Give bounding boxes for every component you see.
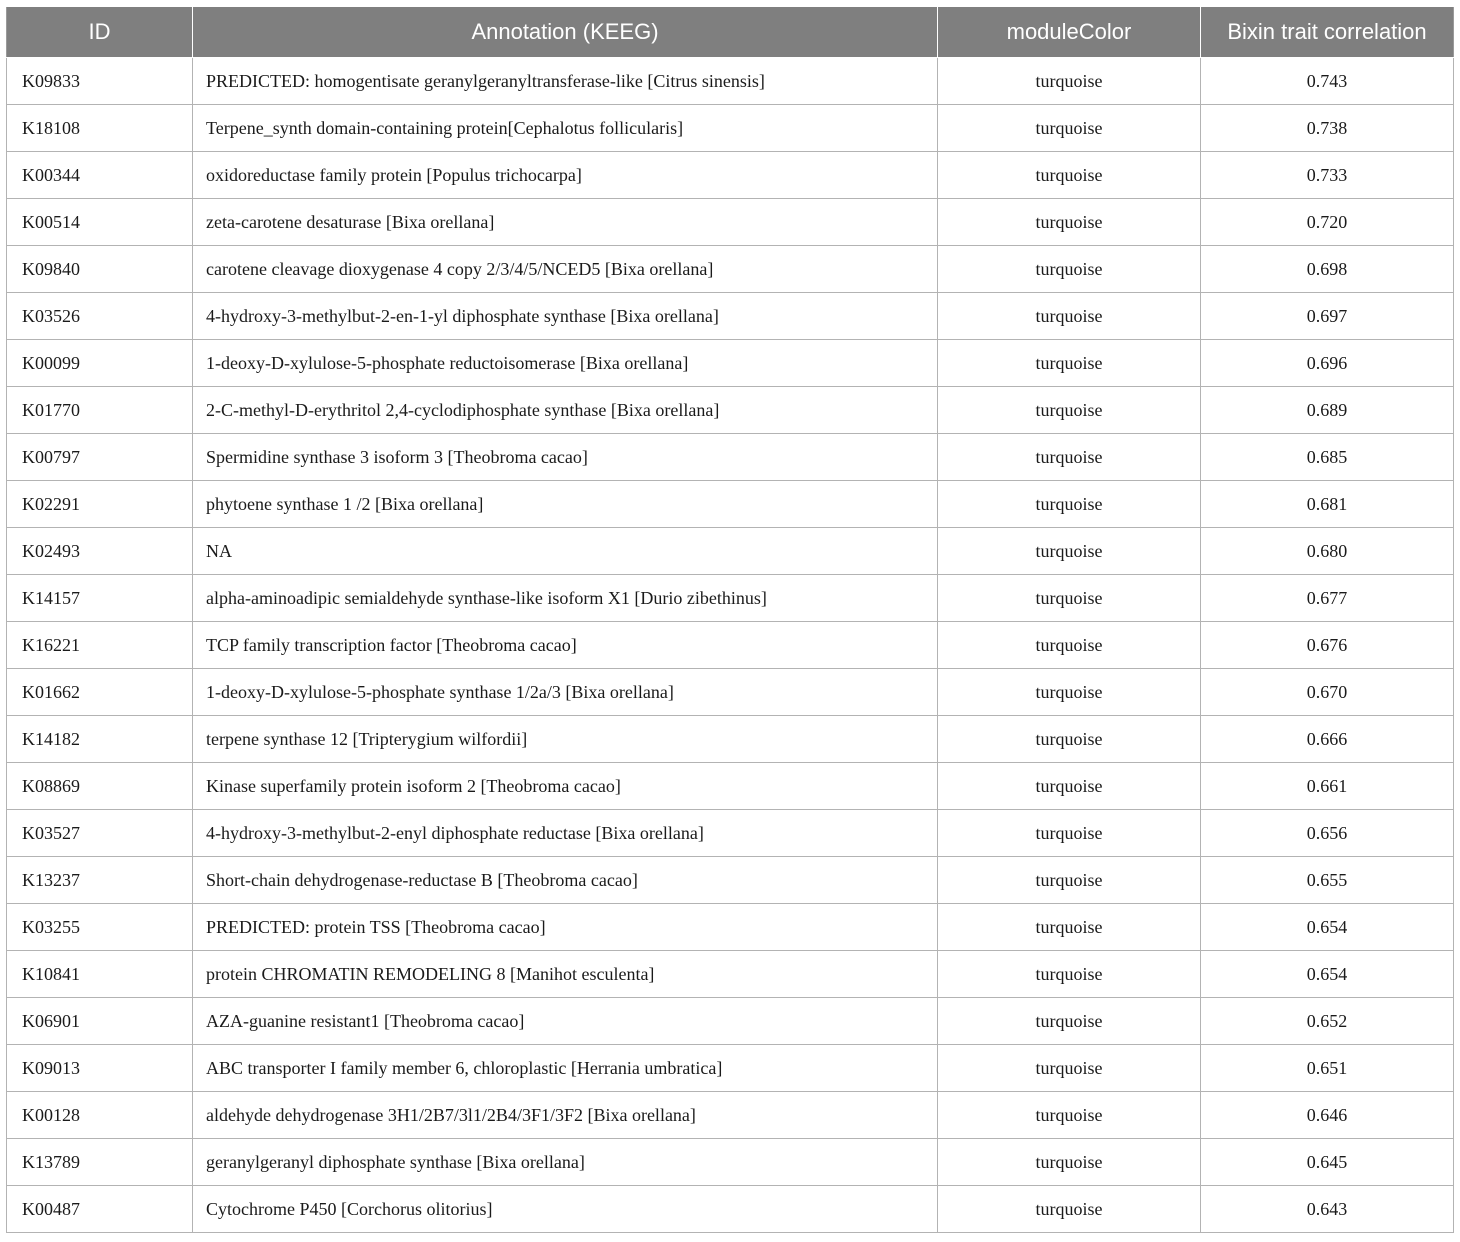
row-module-color-cell: turquoise [938, 810, 1201, 857]
row-id-cell: K14157 [7, 575, 193, 622]
row-annotation-cell: zeta-carotene desaturase [Bixa orellana] [193, 199, 938, 246]
row-module-color-cell: turquoise [938, 152, 1201, 199]
row-id-cell: K03526 [7, 293, 193, 340]
table-row [7, 575, 1454, 622]
row-annotation-cell: Terpene_synth domain-containing protein[Cephalotus follicularis] [193, 105, 938, 152]
table-row [7, 622, 1454, 669]
row-annotation-cell: 2-C-methyl-D-erythritol 2,4-cyclodiphosphate synthase [Bixa orellana] [193, 387, 938, 434]
row-module-color-cell: turquoise [938, 998, 1201, 1045]
table-row [7, 58, 1454, 105]
row-correlation-cell: 0.681 [1201, 481, 1454, 528]
row-annotation-cell: 1-deoxy-D-xylulose-5-phosphate synthase 1/2a/3 [Bixa orellana] [193, 669, 938, 716]
row-annotation-cell: 4-hydroxy-3-methylbut-2-enyl diphosphate reductase [Bixa orellana] [193, 810, 938, 857]
row-module-color-cell: turquoise [938, 622, 1201, 669]
row-id-cell: K16221 [7, 622, 193, 669]
table-row [7, 340, 1454, 387]
row-id-cell: K01770 [7, 387, 193, 434]
table-row [7, 1045, 1454, 1092]
row-annotation-cell: aldehyde dehydrogenase 3H1/2B7/3l1/2B4/3F1/3F2 [Bixa orellana] [193, 1092, 938, 1139]
table-row [7, 387, 1454, 434]
row-annotation-cell: 4-hydroxy-3-methylbut-2-en-1-yl diphosphate synthase [Bixa orellana] [193, 293, 938, 340]
row-module-color-cell: turquoise [938, 1186, 1201, 1233]
row-correlation-cell: 0.654 [1201, 951, 1454, 998]
column-header-annotation: Annotation (KEEG) [193, 7, 938, 58]
row-correlation-cell: 0.743 [1201, 58, 1454, 105]
row-module-color-cell: turquoise [938, 1045, 1201, 1092]
table-row [7, 716, 1454, 763]
row-correlation-cell: 0.738 [1201, 105, 1454, 152]
row-correlation-cell: 0.696 [1201, 340, 1454, 387]
table-row [7, 105, 1454, 152]
row-id-cell: K10841 [7, 951, 193, 998]
row-module-color-cell: turquoise [938, 1092, 1201, 1139]
row-correlation-cell: 0.676 [1201, 622, 1454, 669]
table-row [7, 152, 1454, 199]
row-annotation-cell: AZA-guanine resistant1 [Theobroma cacao] [193, 998, 938, 1045]
row-module-color-cell: turquoise [938, 951, 1201, 998]
row-id-cell: K09833 [7, 58, 193, 105]
row-id-cell: K00797 [7, 434, 193, 481]
row-annotation-cell: geranylgeranyl diphosphate synthase [Bixa orellana] [193, 1139, 938, 1186]
table-row [7, 669, 1454, 716]
table-row [7, 1139, 1454, 1186]
table-header [7, 7, 1454, 58]
row-correlation-cell: 0.666 [1201, 716, 1454, 763]
row-correlation-cell: 0.655 [1201, 857, 1454, 904]
row-annotation-cell: phytoene synthase 1 /2 [Bixa orellana] [193, 481, 938, 528]
row-correlation-cell: 0.651 [1201, 1045, 1454, 1092]
row-module-color-cell: turquoise [938, 246, 1201, 293]
row-module-color-cell: turquoise [938, 293, 1201, 340]
row-module-color-cell: turquoise [938, 528, 1201, 575]
row-annotation-cell: terpene synthase 12 [Tripterygium wilfordii] [193, 716, 938, 763]
row-id-cell: K18108 [7, 105, 193, 152]
row-module-color-cell: turquoise [938, 481, 1201, 528]
table-row [7, 763, 1454, 810]
row-id-cell: K08869 [7, 763, 193, 810]
row-id-cell: K13237 [7, 857, 193, 904]
table-row [7, 434, 1454, 481]
row-module-color-cell: turquoise [938, 58, 1201, 105]
table-row [7, 951, 1454, 998]
column-header-module-color: moduleColor [938, 7, 1201, 58]
row-module-color-cell: turquoise [938, 105, 1201, 152]
header-row [7, 7, 1454, 58]
row-correlation-cell: 0.646 [1201, 1092, 1454, 1139]
row-id-cell: K03255 [7, 904, 193, 951]
row-module-color-cell: turquoise [938, 716, 1201, 763]
row-correlation-cell: 0.685 [1201, 434, 1454, 481]
row-correlation-cell: 0.654 [1201, 904, 1454, 951]
row-annotation-cell: PREDICTED: homogentisate geranylgeranyltransferase-like [Citrus sinensis] [193, 58, 938, 105]
row-module-color-cell: turquoise [938, 857, 1201, 904]
row-module-color-cell: turquoise [938, 340, 1201, 387]
row-correlation-cell: 0.652 [1201, 998, 1454, 1045]
row-module-color-cell: turquoise [938, 1139, 1201, 1186]
row-id-cell: K09013 [7, 1045, 193, 1092]
table-row [7, 998, 1454, 1045]
row-correlation-cell: 0.733 [1201, 152, 1454, 199]
row-id-cell: K00487 [7, 1186, 193, 1233]
row-module-color-cell: turquoise [938, 763, 1201, 810]
table-row [7, 857, 1454, 904]
row-annotation-cell: PREDICTED: protein TSS [Theobroma cacao] [193, 904, 938, 951]
row-annotation-cell: Kinase superfamily protein isoform 2 [Theobroma cacao] [193, 763, 938, 810]
row-annotation-cell: Short-chain dehydrogenase-reductase B [Theobroma cacao] [193, 857, 938, 904]
column-header-bixin-correlation: Bixin trait correlation [1201, 7, 1454, 58]
table-row [7, 199, 1454, 246]
row-correlation-cell: 0.677 [1201, 575, 1454, 622]
row-correlation-cell: 0.689 [1201, 387, 1454, 434]
row-id-cell: K01662 [7, 669, 193, 716]
row-module-color-cell: turquoise [938, 434, 1201, 481]
row-id-cell: K00128 [7, 1092, 193, 1139]
table-row [7, 1186, 1454, 1233]
row-id-cell: K03527 [7, 810, 193, 857]
row-module-color-cell: turquoise [938, 904, 1201, 951]
table-row [7, 246, 1454, 293]
row-id-cell: K00514 [7, 199, 193, 246]
row-module-color-cell: turquoise [938, 575, 1201, 622]
row-id-cell: K14182 [7, 716, 193, 763]
table-row [7, 481, 1454, 528]
table-row [7, 810, 1454, 857]
row-annotation-cell: protein CHROMATIN REMODELING 8 [Manihot esculenta] [193, 951, 938, 998]
table-row [7, 528, 1454, 575]
row-correlation-cell: 0.680 [1201, 528, 1454, 575]
row-annotation-cell: NA [193, 528, 938, 575]
row-module-color-cell: turquoise [938, 669, 1201, 716]
row-annotation-cell: ABC transporter I family member 6, chloroplastic [Herrania umbratica] [193, 1045, 938, 1092]
row-id-cell: K02493 [7, 528, 193, 575]
row-annotation-cell: 1-deoxy-D-xylulose-5-phosphate reductoisomerase [Bixa orellana] [193, 340, 938, 387]
row-correlation-cell: 0.661 [1201, 763, 1454, 810]
table-row [7, 293, 1454, 340]
row-id-cell: K00099 [7, 340, 193, 387]
row-id-cell: K09840 [7, 246, 193, 293]
row-id-cell: K00344 [7, 152, 193, 199]
row-annotation-cell: TCP family transcription factor [Theobroma cacao] [193, 622, 938, 669]
table-row [7, 1092, 1454, 1139]
kegg-annotation-table [6, 7, 1454, 1233]
row-id-cell: K02291 [7, 481, 193, 528]
row-annotation-cell: oxidoreductase family protein [Populus trichocarpa] [193, 152, 938, 199]
row-correlation-cell: 0.698 [1201, 246, 1454, 293]
row-id-cell: K06901 [7, 998, 193, 1045]
row-annotation-cell: Cytochrome P450 [Corchorus olitorius] [193, 1186, 938, 1233]
column-header-id: ID [7, 7, 193, 58]
row-correlation-cell: 0.643 [1201, 1186, 1454, 1233]
row-correlation-cell: 0.670 [1201, 669, 1454, 716]
row-module-color-cell: turquoise [938, 387, 1201, 434]
row-annotation-cell: carotene cleavage dioxygenase 4 copy 2/3/4/5/NCED5 [Bixa orellana] [193, 246, 938, 293]
row-module-color-cell: turquoise [938, 199, 1201, 246]
table-body [7, 58, 1454, 1233]
row-correlation-cell: 0.720 [1201, 199, 1454, 246]
row-correlation-cell: 0.697 [1201, 293, 1454, 340]
row-correlation-cell: 0.645 [1201, 1139, 1454, 1186]
row-id-cell: K13789 [7, 1139, 193, 1186]
table-row [7, 904, 1454, 951]
row-annotation-cell: alpha-aminoadipic semialdehyde synthase-like isoform X1 [Durio zibethinus] [193, 575, 938, 622]
row-correlation-cell: 0.656 [1201, 810, 1454, 857]
row-annotation-cell: Spermidine synthase 3 isoform 3 [Theobroma cacao] [193, 434, 938, 481]
